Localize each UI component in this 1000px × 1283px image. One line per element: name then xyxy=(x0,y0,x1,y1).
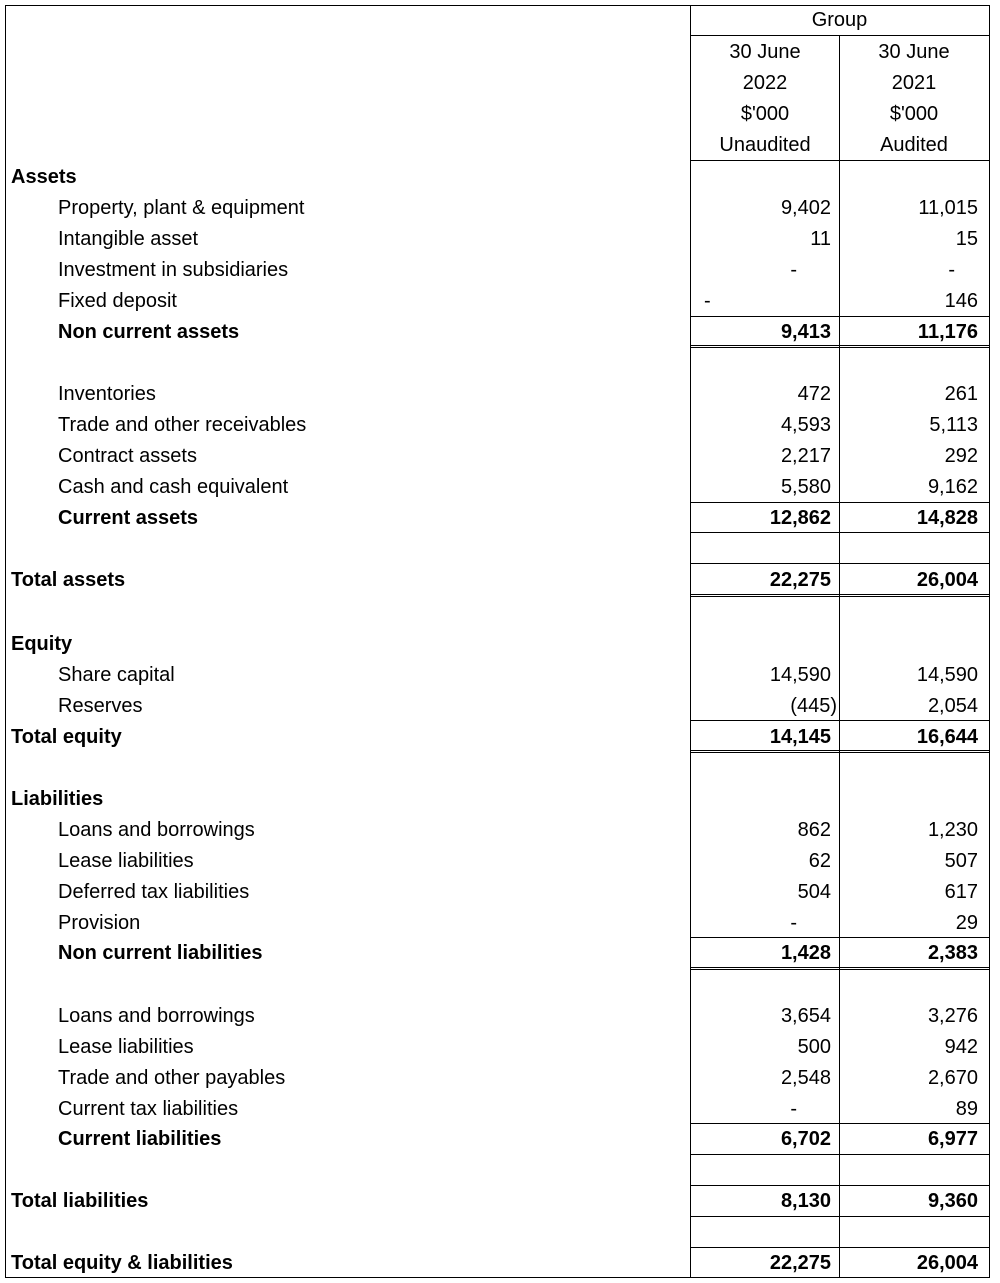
total-2022: 8,130 xyxy=(780,1190,831,1212)
value-2022: - xyxy=(790,1098,797,1120)
col-2022-date: 30 June xyxy=(729,41,801,63)
row-label: Reserves xyxy=(58,695,143,717)
value-2022: 504 xyxy=(797,881,831,903)
value-2022: (445) xyxy=(790,695,837,717)
row-label: Inventories xyxy=(58,383,156,405)
total-2021: 9,360 xyxy=(927,1190,978,1212)
value-2022: - xyxy=(790,259,797,281)
total-label: Total assets xyxy=(11,569,126,591)
row-label: Trade and other payables xyxy=(58,1067,286,1089)
value-2021: - xyxy=(948,259,955,281)
col-2022-year: 2022 xyxy=(742,72,788,94)
value-2022: 5,580 xyxy=(780,476,831,498)
subtotal-2021: 6,977 xyxy=(927,1128,978,1150)
value-2022: 472 xyxy=(797,383,831,405)
section-heading-assets: Assets xyxy=(11,166,77,188)
subtotal-2022: 9,413 xyxy=(780,321,831,343)
subtotal-label: Current liabilities xyxy=(58,1128,222,1150)
value-2022: 62 xyxy=(808,850,831,872)
value-2022: 862 xyxy=(797,819,831,841)
total-2021: 16,644 xyxy=(916,726,978,748)
value-2022: - xyxy=(704,290,711,312)
grand-total-2021: 26,004 xyxy=(916,1252,978,1274)
grand-total-2022: 22,275 xyxy=(769,1252,831,1274)
value-2022: 2,548 xyxy=(780,1067,831,1089)
total-rule-top xyxy=(690,563,989,564)
value-2022: - xyxy=(790,912,797,934)
col-2021-status: Audited xyxy=(880,134,948,156)
row-label: Intangible asset xyxy=(58,228,199,250)
total-label: Total liabilities xyxy=(11,1190,149,1212)
total-2021: 26,004 xyxy=(916,569,978,591)
subtotal-2022: 1,428 xyxy=(780,942,831,964)
value-2021: 507 xyxy=(944,850,978,872)
value-2021: 11,015 xyxy=(918,197,978,219)
row-label: Share capital xyxy=(58,664,175,686)
value-2021: 146 xyxy=(944,290,978,312)
section-heading-equity: Equity xyxy=(11,633,73,655)
col-2021-year: 2021 xyxy=(891,72,937,94)
col-2021-unit: $'000 xyxy=(889,103,939,125)
subtotal-label: Non current assets xyxy=(58,321,240,343)
value-2021: 3,276 xyxy=(927,1005,978,1027)
subtotal-2022: 6,702 xyxy=(780,1128,831,1150)
subtotal-label: Current assets xyxy=(58,507,199,529)
row-label: Provision xyxy=(58,912,141,934)
subtotal-2021: 14,828 xyxy=(916,507,978,529)
value-2021: 89 xyxy=(955,1098,978,1120)
row-label: Lease liabilities xyxy=(58,1036,194,1058)
total-label: Total equity xyxy=(11,726,122,748)
row-label: Cash and cash equivalent xyxy=(58,476,289,498)
value-2021: 15 xyxy=(955,228,978,250)
col-2021-date: 30 June xyxy=(878,41,950,63)
col-2022-status: Unaudited xyxy=(719,134,811,156)
total-2022: 22,275 xyxy=(769,569,831,591)
row-label: Fixed deposit xyxy=(58,290,177,312)
column-divider xyxy=(839,35,840,1278)
value-2022: 11 xyxy=(810,228,831,250)
balance-sheet xyxy=(5,5,990,1278)
value-2021: 29 xyxy=(955,912,978,934)
value-2021: 292 xyxy=(944,445,978,467)
subtotal-2021: 11,176 xyxy=(917,321,978,343)
group-header: Group xyxy=(811,9,868,31)
value-2022: 9,402 xyxy=(780,197,831,219)
value-2021: 2,670 xyxy=(927,1067,978,1089)
row-label: Contract assets xyxy=(58,445,197,467)
subtotal-2022: 12,862 xyxy=(769,507,831,529)
value-2021: 14,590 xyxy=(916,664,978,686)
subtotal-2021: 2,383 xyxy=(927,942,978,964)
row-label: Current tax liabilities xyxy=(58,1098,239,1120)
value-2022: 14,590 xyxy=(769,664,831,686)
row-label: Investment in subsidiaries xyxy=(58,259,289,281)
value-2021: 261 xyxy=(944,383,978,405)
row-label: Trade and other receivables xyxy=(58,414,307,436)
value-2021: 1,230 xyxy=(927,819,978,841)
column-divider xyxy=(690,5,691,1278)
value-2021: 5,113 xyxy=(929,414,978,436)
value-2022: 3,654 xyxy=(780,1005,831,1027)
subtotal-label: Non current liabilities xyxy=(58,942,263,964)
col-2022-unit: $'000 xyxy=(740,103,790,125)
value-2021: 942 xyxy=(944,1036,978,1058)
value-2021: 9,162 xyxy=(927,476,978,498)
row-label: Property, plant & equipment xyxy=(58,197,305,219)
row-label: Deferred tax liabilities xyxy=(58,881,250,903)
value-2022: 2,217 xyxy=(780,445,831,467)
row-label: Lease liabilities xyxy=(58,850,194,872)
value-2022: 500 xyxy=(797,1036,831,1058)
row-label: Loans and borrowings xyxy=(58,819,255,841)
grand-total-label: Total equity & liabilities xyxy=(11,1252,233,1274)
value-2022: 4,593 xyxy=(780,414,831,436)
section-heading-liabilities: Liabilities xyxy=(11,788,104,810)
row-label: Loans and borrowings xyxy=(58,1005,255,1027)
value-2021: 617 xyxy=(944,881,978,903)
total-2022: 14,145 xyxy=(769,726,831,748)
value-2021: 2,054 xyxy=(927,695,978,717)
